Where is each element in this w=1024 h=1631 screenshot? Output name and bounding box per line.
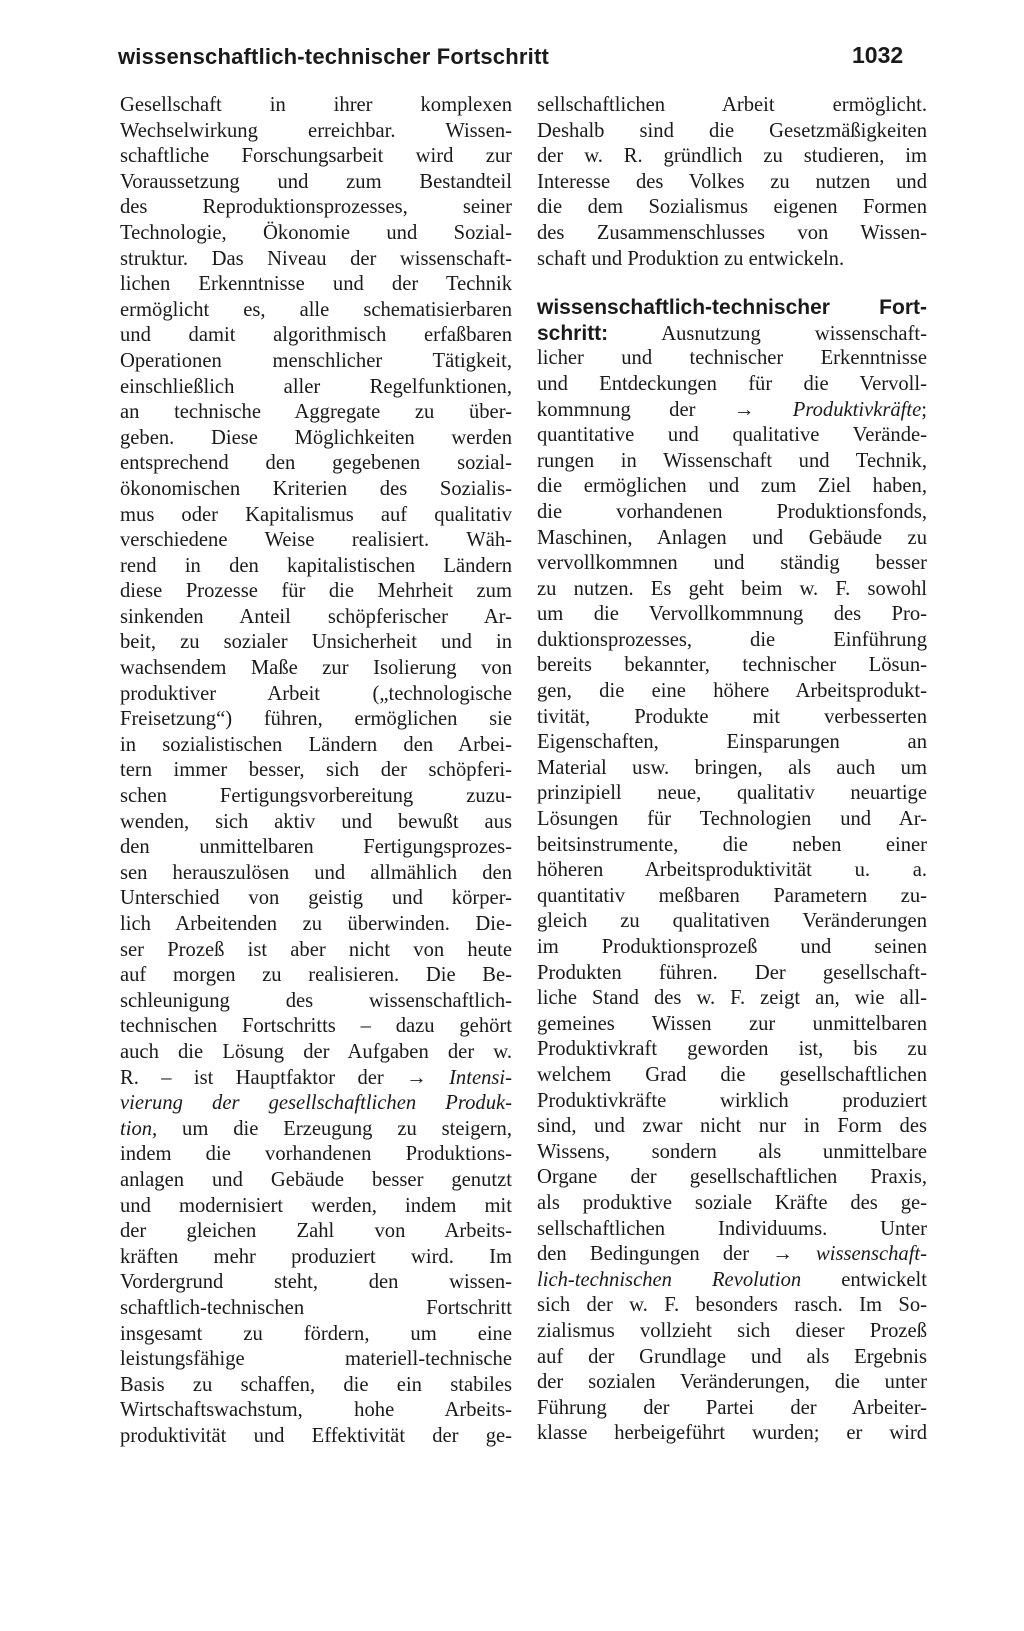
text-line: in sozialistischen Ländern den Arbei-	[120, 733, 512, 756]
text-line: verschiedene Weise realisiert. Wäh-	[120, 529, 512, 552]
text-line: sinkenden Anteil schöpferischer Ar-	[120, 605, 512, 628]
text-line: kräften mehr produziert wird. Im	[120, 1245, 512, 1268]
text-line	[537, 1242, 927, 1268]
cross-reference-link[interactable]: vierung der gesellschaftlichen Produk-	[120, 1092, 512, 1115]
left-column	[120, 93, 512, 1449]
text-line: Maschinen, Anlagen und Gebäude zu	[537, 526, 927, 549]
text-line: insgesamt zu fördern, um eine	[120, 1322, 512, 1345]
text-line: die ermöglichen und zum Ziel haben,	[537, 475, 927, 498]
text-line: Operationen menschlicher Tätigkeit,	[120, 349, 512, 372]
text-line: der gleichen Zahl von Arbeits-	[120, 1220, 512, 1243]
text-line: quantitativ meßbaren Parametern zu-	[537, 884, 927, 907]
text-line: indem die vorhandenen Produktions-	[120, 1143, 512, 1166]
text-line: einschließlich aller Regelfunktionen,	[120, 375, 512, 398]
text-line: leistungsfähige materiell-technische	[120, 1348, 512, 1371]
entry-headword: wissenschaftlich-technischer Fort-	[537, 296, 927, 320]
text-line: schleunigung des wissenschaftlich-	[120, 989, 512, 1012]
text-line: im Produktionsprozeß und seinen	[537, 936, 927, 958]
text-line: gen, die eine höhere Arbeitsprodukt-	[537, 680, 927, 703]
text-fragment: R. – ist Hauptfaktor der	[120, 1066, 384, 1089]
text-line: Eigenschaften, Einsparungen an	[537, 731, 927, 754]
text-line: ökonomischen Kriterien des Sozialis-	[120, 477, 512, 500]
text-fragment: entwickelt	[801, 1268, 927, 1291]
text-line: höheren Arbeitsproduktivität u. a.	[537, 859, 927, 882]
text-line: des Reproduktionsprozesses, seiner	[120, 196, 512, 219]
text-line: Produktivkräfte wirklich produziert	[537, 1089, 927, 1112]
cross-reference-arrow-icon: →	[733, 398, 755, 421]
text-line: zu nutzen. Es geht beim w. F. sowohl	[537, 577, 927, 600]
text-fragment: um die Erzeugung zu steigern,	[157, 1117, 512, 1140]
text-line: Unterschied von geistig und körper-	[120, 887, 512, 910]
text-line: Produktivkraft geworden ist, bis zu	[537, 1038, 927, 1061]
text-line: Freisetzung“) führen, ermöglichen sie	[120, 708, 512, 731]
text-line: entsprechend den gegebenen sozial-	[120, 452, 512, 475]
text-line: ermöglicht es, alle schematisierbaren	[120, 298, 512, 321]
text-line: zialismus vollzieht sich dieser Prozeß	[537, 1319, 927, 1342]
text-line	[537, 398, 927, 424]
text-line: ser Prozeß ist aber nicht von heute	[120, 938, 512, 961]
text-line: produktivität und Effektivität der ge-	[120, 1424, 512, 1447]
right-column	[537, 93, 927, 1447]
text-line: vervollkommnen und ständig besser	[537, 552, 927, 575]
text-line: geben. Diese Möglichkeiten werden	[120, 426, 512, 449]
text-line: und damit algorithmisch erfaßbaren	[120, 324, 512, 347]
text-line: Interesse des Volkes zu nutzen und	[537, 170, 927, 193]
running-head: wissenschaftlich-technischer Fortschritt	[118, 44, 549, 69]
text-line: mus oder Kapitalismus auf qualitativ	[120, 503, 512, 526]
text-line: diese Prozesse für die Mehrheit zum	[120, 580, 512, 603]
text-line: duktionsprozesses, die Einführung	[537, 628, 927, 651]
text-line: licher und technischer Erkenntnisse	[537, 347, 927, 370]
text-line: produktiver Arbeit („technologische	[120, 682, 512, 705]
text-line: tern immer besser, sich der schöpferi-	[120, 759, 512, 782]
text-line: der sozialen Veränderungen, die unter	[537, 1371, 927, 1394]
text-line: Gesellschaft in ihrer komplexen	[120, 94, 512, 116]
text-line: gemeines Wissen zur unmittelbaren	[537, 1012, 927, 1035]
text-line: sich der w. F. besonders rasch. Im So-	[537, 1294, 927, 1317]
text-line: den unmittelbaren Fertigungsprozes-	[120, 836, 512, 859]
text-line: schaftlich-technischen Fortschritt	[120, 1296, 512, 1319]
text-line: sellschaftlichen Arbeit ermöglicht.	[537, 94, 927, 116]
text-line: sen herauszulösen und allmählich den	[120, 861, 512, 884]
text-line: als produktive soziale Kräfte des ge-	[537, 1191, 927, 1214]
text-line: Wirtschaftswachstum, hohe Arbeits-	[120, 1399, 512, 1422]
text-line	[120, 1066, 512, 1092]
cross-reference-link[interactable]: Produktivkräfte	[792, 398, 922, 421]
text-line: rend in den kapitalistischen Ländern	[120, 554, 512, 577]
text-line: Technologie, Ökonomie und Sozial-	[120, 221, 512, 244]
text-line: Lösungen für Technologien und Ar-	[537, 808, 927, 831]
text-line: Voraussetzung und zum Bestandteil	[120, 170, 512, 193]
cross-reference-link[interactable]: wissenschaft-	[816, 1243, 927, 1266]
cross-reference-link[interactable]: lich-technischen Revolution	[537, 1268, 802, 1291]
text-line: Deshalb sind die Gesetzmäßigkeiten	[537, 119, 927, 142]
text-line: Wissens, sondern als unmittelbare	[537, 1140, 927, 1163]
text-line: Vordergrund steht, den wissen-	[120, 1271, 512, 1294]
text-line: wachsendem Maße zur Isolierung von	[120, 657, 512, 680]
text-line: Produkten führen. Der gesellschaft-	[537, 961, 927, 984]
text-line: welchem Grad die gesellschaftlichen	[537, 1063, 927, 1086]
text-line: bereits bekannter, technischer Lösun-	[537, 654, 927, 677]
text-line: anlagen und Gebäude besser genutzt	[120, 1168, 512, 1191]
entry-headword-end: schritt:	[537, 321, 609, 345]
text-line: schen Fertigungsvorbereitung zuzu-	[120, 785, 512, 808]
text-line: liche Stand des w. F. zeigt an, wie all-	[537, 987, 927, 1010]
text-line: sind, und zwar nicht nur in Form des	[537, 1115, 927, 1138]
text-line: Wechselwirkung erreichbar. Wissen-	[120, 119, 512, 142]
text-line: Organe der gesellschaftlichen Praxis,	[537, 1166, 927, 1189]
text-line	[537, 1268, 927, 1294]
text-line: auf der Grundlage und als Ergebnis	[537, 1345, 927, 1368]
text-line: prinzipiell neue, qualitativ neuartige	[537, 782, 927, 805]
text-fragment: den Bedingungen der	[537, 1243, 773, 1266]
text-line: die dem Sozialismus eigenen Formen	[537, 196, 927, 219]
cross-reference-arrow-icon: →	[406, 1066, 427, 1089]
text-line	[537, 321, 927, 347]
text-fragment: kommnung der	[537, 398, 734, 421]
text-line: beit, zu sozialer Unsicherheit und in	[120, 631, 512, 654]
text-line: der w. R. gründlich zu studieren, im	[537, 145, 927, 168]
text-line	[120, 1091, 512, 1117]
text-line: klasse herbeigeführt wurden; er wird	[537, 1422, 927, 1445]
text-line: struktur. Das Niveau der wissenschaft-	[120, 247, 512, 270]
text-fragment: Ausnutzung wissenschaft-	[608, 322, 927, 345]
text-line: sellschaftlichen Individuums. Unter	[537, 1217, 927, 1240]
text-line: technischen Fortschritts – dazu gehört	[120, 1015, 512, 1038]
text-line: beitsinstrumente, die neben einer	[537, 833, 927, 856]
text-line: an technische Aggregate zu über-	[120, 401, 512, 424]
text-line: tivität, Produkte mit verbesserten	[537, 705, 927, 728]
text-line: quantitative und qualitative Verände-	[537, 424, 927, 447]
text-line: lichen Erkenntnisse und der Technik	[120, 273, 512, 296]
text-fragment: ;	[921, 398, 927, 421]
page-number: 1032	[852, 42, 904, 68]
text-line: wenden, sich aktiv und bewußt aus	[120, 810, 512, 833]
entry-spacer	[537, 272, 927, 295]
text-line: rungen in Wissenschaft und Technik,	[537, 449, 927, 472]
text-line: schaft und Produktion zu entwickeln.	[537, 247, 845, 270]
text-line: des Zusammenschlusses von Wissen-	[537, 221, 927, 244]
text-line: die vorhandenen Produktionsfonds,	[537, 500, 927, 523]
text-line: und Entdeckungen für die Vervoll-	[537, 372, 927, 395]
text-line	[120, 1117, 512, 1143]
text-line: Basis zu schaffen, die ein stabiles	[120, 1373, 512, 1396]
cross-reference-link[interactable]: tion,	[120, 1117, 158, 1140]
cross-reference-link[interactable]: Intensi-	[449, 1066, 512, 1089]
text-line: um die Vervollkommnung des Pro-	[537, 603, 927, 626]
text-line: Führung der Partei der Arbeiter-	[537, 1396, 927, 1419]
text-line: lich Arbeitenden zu überwinden. Die-	[120, 913, 512, 935]
cross-reference-arrow-icon: →	[772, 1243, 793, 1266]
text-line: auf morgen zu realisieren. Die Be-	[120, 964, 512, 987]
text-line: schaftliche Forschungsarbeit wird zur	[120, 145, 512, 168]
text-line: Material usw. bringen, als auch um	[537, 756, 927, 779]
text-line: auch die Lösung der Aufgaben der w.	[120, 1040, 512, 1063]
text-line: und modernisiert werden, indem mit	[120, 1194, 512, 1217]
text-line: gleich zu qualitativen Veränderungen	[537, 910, 927, 933]
